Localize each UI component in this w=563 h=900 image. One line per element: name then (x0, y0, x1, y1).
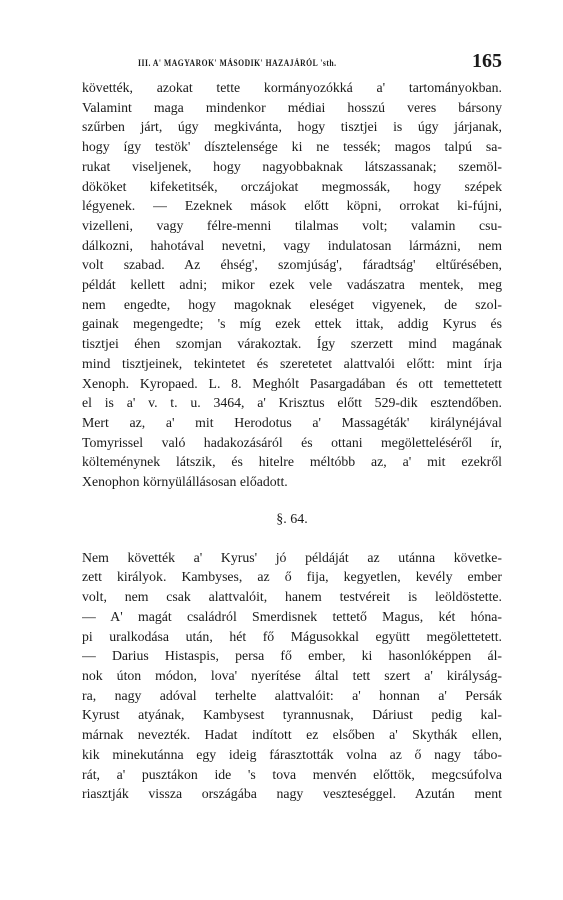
paragraph-section-64 (82, 548, 502, 804)
text-line: mind tisztjeinek, tekintetet és szeretetet alattvalói előtt: mint írja (82, 355, 502, 371)
text-line: el is a' v. t. u. 3464, a' Krisztus előtt 529-dik esztendőben. (82, 395, 502, 411)
text-line: kik minekutánna egy ideig fárasztották volna az ő nagy tábo- (82, 746, 502, 762)
text-line: dököket kifeketitsék, orczájokat megmossák, hogy szépek (82, 178, 502, 194)
section-heading: §. 64. (276, 511, 308, 527)
text-line: dálkozni, hahotával nevetni, vagy indulatosan lármázni, nem (82, 237, 502, 253)
running-head (82, 48, 502, 78)
page-number: 165 (472, 50, 502, 72)
text-line: Xenophon környülállásosan előadott. (82, 474, 288, 490)
text-line: riasztják vissza országába nagy veszteséggel. Azután ment (82, 786, 502, 802)
text-line: márnak nevezték. Hadat indított ez elsőben a' Skythák ellen, (82, 727, 502, 743)
text-line: Mert az, a' mit Herodotus a' Massagéták' királynéjával (82, 414, 502, 430)
text-line: — Darius Histaspis, persa fő ember, ki hasonlóképpen ál- (82, 648, 502, 664)
text-line: Nem követték a' Kyrus' jó példáját az utánna követke- (82, 549, 502, 565)
text-line: pi uralkodása után, hét fő Mágusokkal együtt megölettetett. (82, 628, 502, 644)
text-line: légyenek. — Ezeknek mások előtt köpni, orrokat ki-fújni, (82, 198, 502, 214)
text-line: gainak megengedte; 's míg ezek ettek ittak, addig Kyrus és (82, 316, 502, 332)
text-line: ra, nagy adóval terhelte alattvalóit: a' honnan a' Persák (82, 687, 502, 703)
text-line: Valamint maga mindenkor médiai hosszú veres bársony (82, 99, 502, 115)
text-line: nok úton módon, lova' nyerítése által tett szert a' királyság- (82, 667, 502, 683)
text-line: példát kellett adni; mikor ezek vele vadászatra mentek, meg (82, 277, 502, 293)
text-line: volt, nem csak alattvalóit, hanem testvéreit is leöldöstette. (82, 589, 502, 605)
text-line: rukat viseljenek, hogy nagyobbaknak látszassanak; szemöl- (82, 158, 502, 174)
book-page (82, 48, 502, 804)
text-line: vizelleni, vagy félre-menni tilalmas volt; valamin csu- (82, 217, 502, 233)
text-line: tisztjei éhen szomjan várakoztak. Így szerzett mind magának (82, 336, 502, 352)
running-head-title: III. A' MAGYAROK' MÁSODIK' HAZAJÁRÓL 'sth. (138, 58, 337, 68)
text-line: Tomyrissel való hadakozásáról és ottani megöletteléséről ír, (82, 434, 502, 450)
text-line: — A' magát családról Smerdisnek tettető Magus, két hóna- (82, 608, 502, 624)
text-line: szűrben járt, úgy megkivánta, hogy tisztjei is úgy járjanak, (82, 119, 502, 135)
text-line: rát, a' pusztákon ide 's tova menvén előttök, megcsúfolva (82, 766, 502, 782)
text-line: költeménynek látszik, és hitelre méltóbb az, a' mit ezekről (82, 454, 502, 470)
text-line: Kyrust atyának, Kambysest tyrannusnak, Dáriust pedig kal- (82, 707, 502, 723)
text-line: nem engedte, hogy magoknak eleséget vigyenek, de szol- (82, 296, 502, 312)
text-line: volt szabad. Az éhség', szomjúság', fáradtság' eltűrésében, (82, 257, 502, 273)
text-line: zett királyok. Kambyses, az ő fija, kegyetlen, kevély ember (82, 569, 502, 585)
paragraph-continuation (82, 78, 502, 492)
text-line: Xenoph. Kyropaed. L. 8. Meghólt Pasargadában és ott temettetett (82, 375, 502, 391)
text-line: követték, azokat tette kormányozókká a' tartományokban. (82, 80, 502, 95)
text-line: hogy így testök' dísztelensége ki ne tessék; magos talpú sa- (82, 139, 502, 155)
